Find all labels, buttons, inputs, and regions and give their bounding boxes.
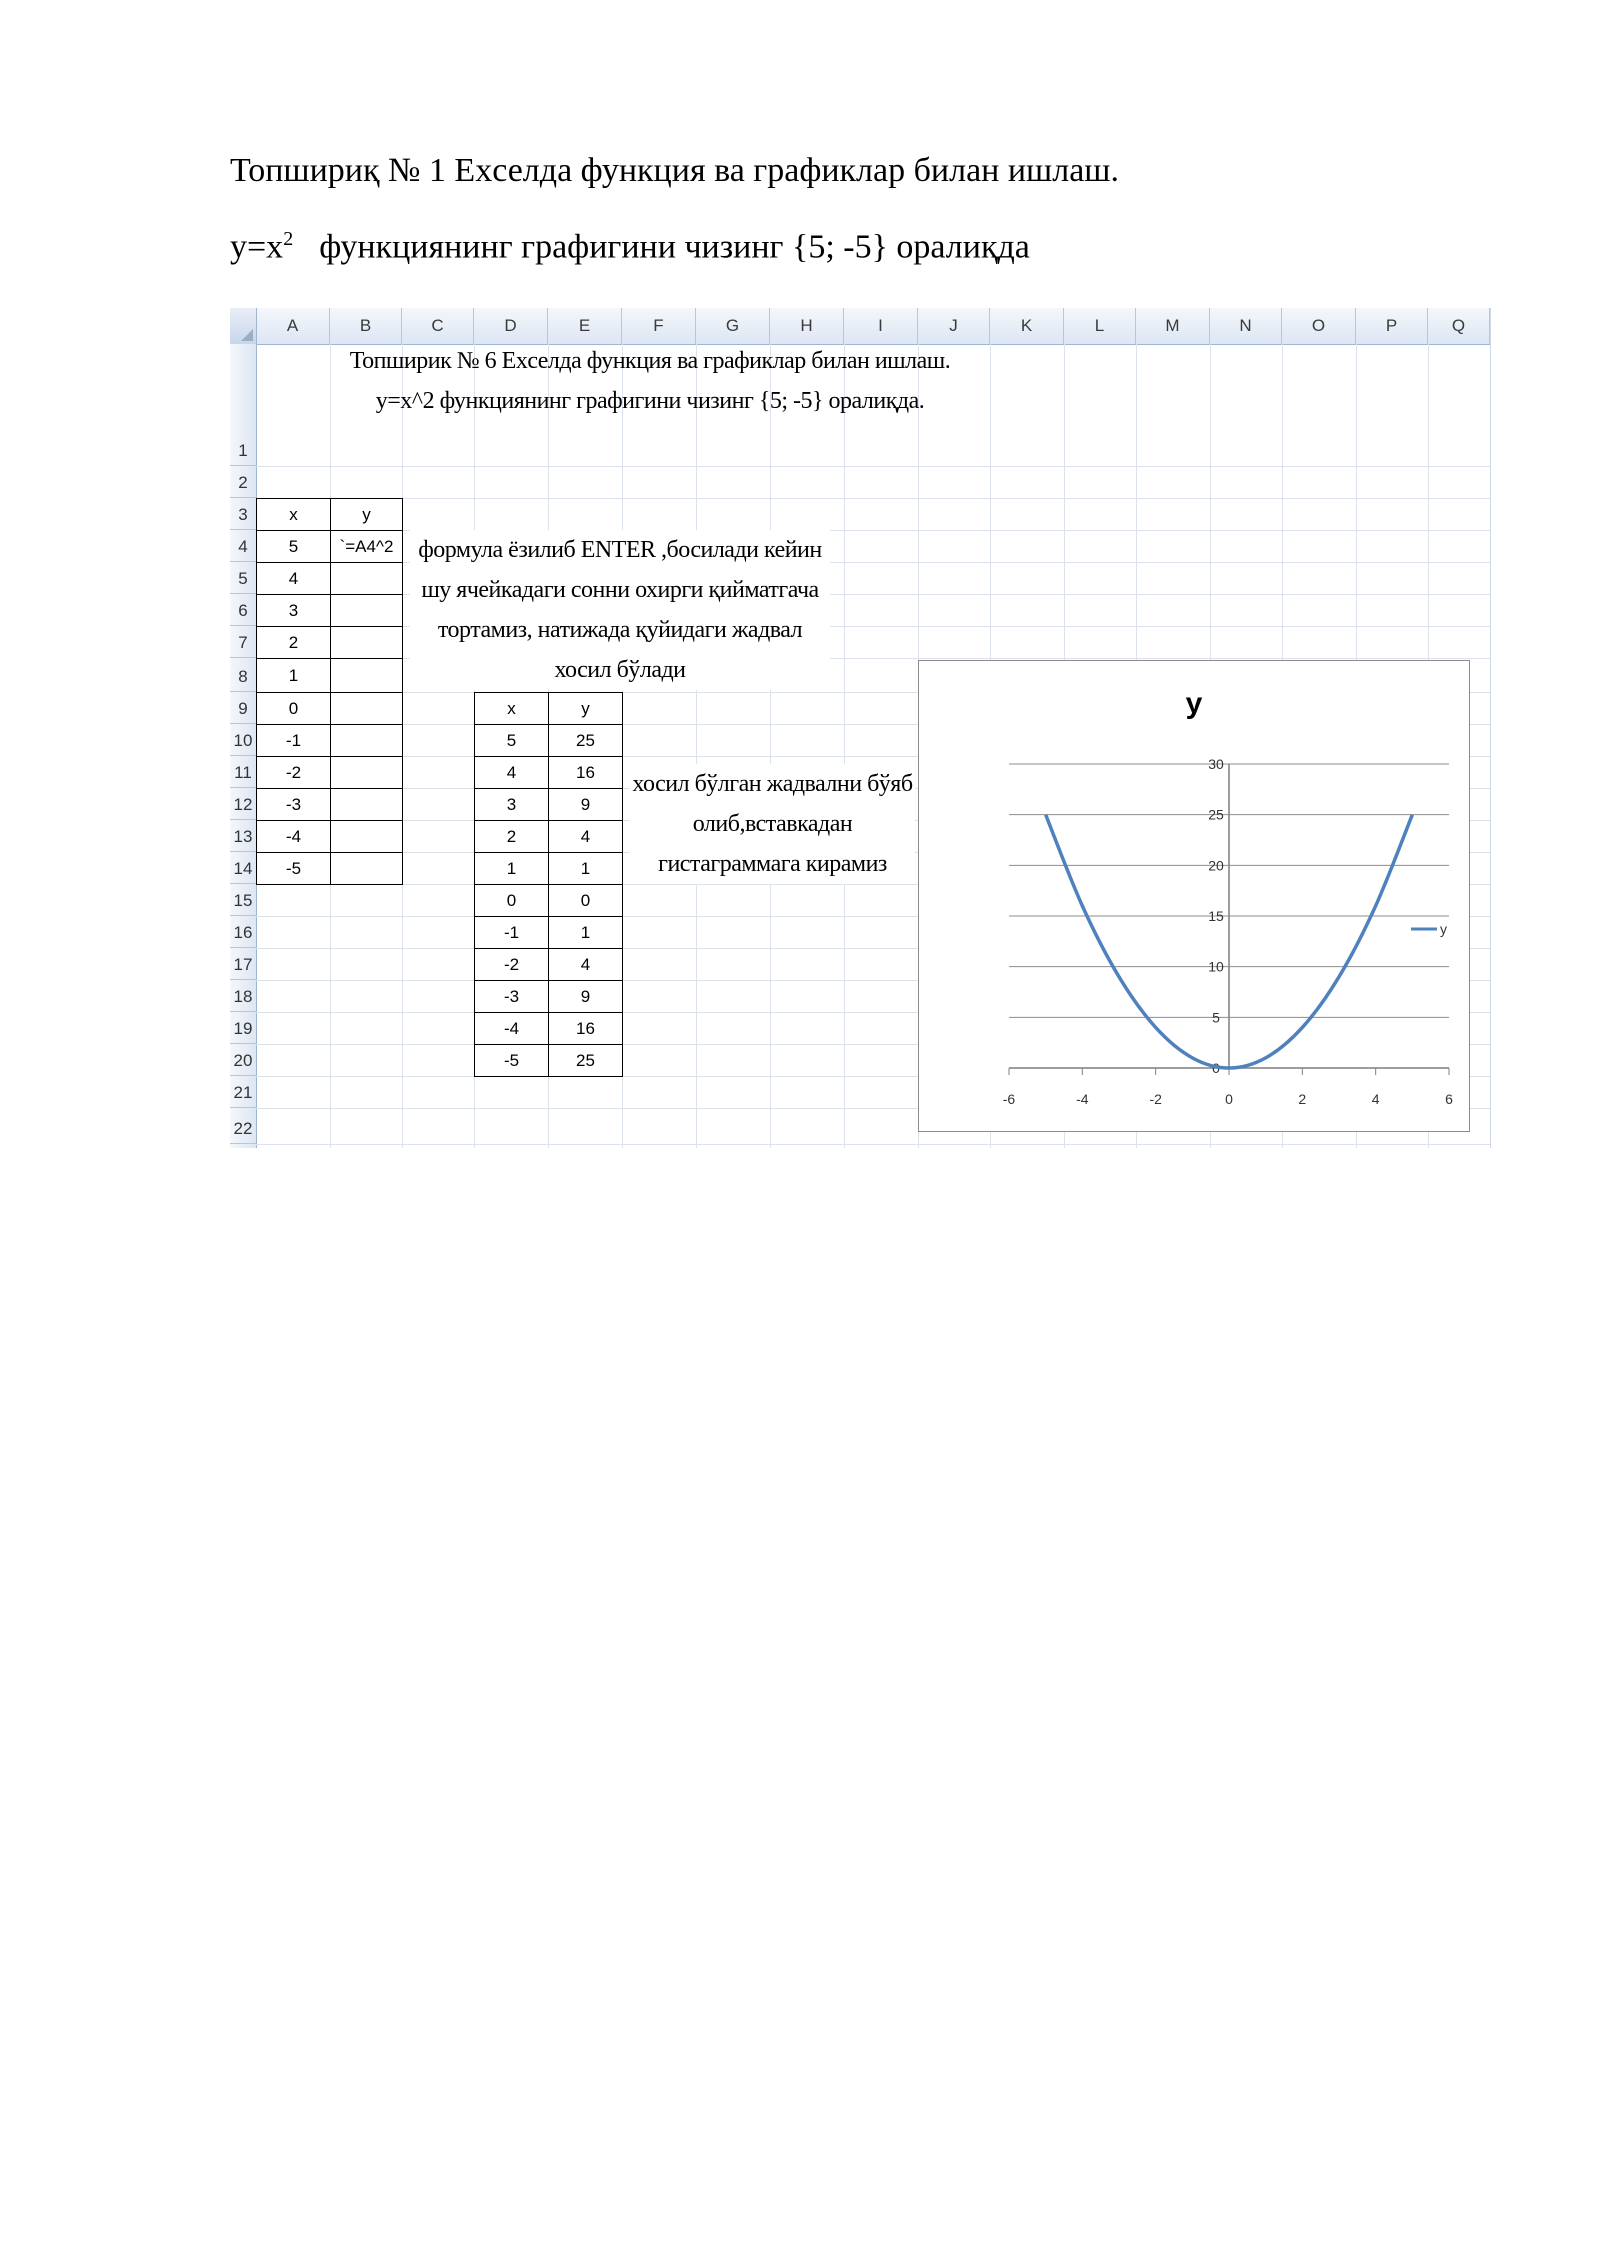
table1-cell-formula[interactable]: `=A4^2 xyxy=(330,530,403,563)
table1-header-y[interactable]: y xyxy=(330,498,403,531)
gridline-vertical xyxy=(696,344,697,1148)
chart-x-tick-label: -4 xyxy=(1076,1091,1089,1107)
chart-x-tick-label: 0 xyxy=(1225,1091,1233,1107)
table2-cell-y[interactable]: 25 xyxy=(548,1044,623,1077)
chart-legend-label: y xyxy=(1440,921,1447,937)
row-headers xyxy=(230,344,257,1148)
table1-cell-y[interactable] xyxy=(330,658,403,693)
table1-cell-y[interactable] xyxy=(330,788,403,821)
table1-cell-x[interactable]: -5 xyxy=(256,852,331,885)
gridline-horizontal xyxy=(256,1144,1490,1145)
chart-y-tick-label: 10 xyxy=(1208,958,1224,975)
row-header-10[interactable]: 10 xyxy=(230,724,256,756)
gridline-vertical xyxy=(770,344,771,1148)
row-header-6[interactable]: 6 xyxy=(230,594,256,626)
table2-cell-x[interactable]: 2 xyxy=(474,820,549,853)
column-header-q[interactable]: Q xyxy=(1428,308,1490,344)
column-header-p[interactable]: P xyxy=(1356,308,1428,344)
gridline-horizontal xyxy=(256,466,1490,467)
table2-cell-x[interactable]: -3 xyxy=(474,980,549,1013)
table1-cell-y[interactable] xyxy=(330,756,403,789)
row-header-8[interactable]: 8 xyxy=(230,658,256,692)
table2-cell-x[interactable]: 0 xyxy=(474,884,549,917)
table2-cell-x[interactable]: -2 xyxy=(474,948,549,981)
table1-cell-y[interactable] xyxy=(330,820,403,853)
row-header-17[interactable]: 17 xyxy=(230,948,256,980)
table1-cell-x[interactable]: 0 xyxy=(256,692,331,725)
table2-header-x[interactable]: x xyxy=(474,692,549,725)
column-header-k[interactable]: K xyxy=(990,308,1064,344)
table1-cell-x[interactable]: 5 xyxy=(256,530,331,563)
table2-cell-x[interactable]: 4 xyxy=(474,756,549,789)
row-header-20[interactable]: 20 xyxy=(230,1044,256,1076)
table2-cell-y[interactable]: 9 xyxy=(548,980,623,1013)
chart-y-tick-label: 15 xyxy=(1208,908,1224,924)
table1-cell-y[interactable] xyxy=(330,626,403,659)
chart-x-tick-label: 2 xyxy=(1298,1091,1307,1107)
column-header-a[interactable]: A xyxy=(256,308,330,344)
column-header-n[interactable]: N xyxy=(1210,308,1282,344)
formula-exponent: 2 xyxy=(283,228,294,250)
chart-title: y xyxy=(1185,687,1203,720)
table1-cell-x[interactable]: 4 xyxy=(256,562,331,595)
table1-cell-x[interactable]: 1 xyxy=(256,658,331,693)
formula-text: y=x xyxy=(230,228,284,266)
table2-cell-x[interactable]: 5 xyxy=(474,724,549,757)
row-header-2[interactable]: 2 xyxy=(230,466,256,498)
row-header-15[interactable]: 15 xyxy=(230,884,256,916)
column-header-f[interactable]: F xyxy=(622,308,696,344)
table1-cell-x[interactable]: -4 xyxy=(256,820,331,853)
row-header-1[interactable]: 1 xyxy=(230,344,256,466)
row-header-11[interactable]: 11 xyxy=(230,756,256,788)
row-header-16[interactable]: 16 xyxy=(230,916,256,948)
table2-cell-y[interactable]: 16 xyxy=(548,756,623,789)
chart-x-tick-label: 6 xyxy=(1445,1091,1453,1107)
table2-cell-y[interactable]: 1 xyxy=(548,916,623,949)
table2-cell-x[interactable]: 3 xyxy=(474,788,549,821)
column-header-g[interactable]: G xyxy=(696,308,770,344)
column-header-i[interactable]: I xyxy=(844,308,918,344)
column-header-c[interactable]: C xyxy=(402,308,474,344)
select-all-corner[interactable] xyxy=(230,308,257,344)
instruction-note-chart: хосил бўлган жадвални бўяб олиб,вставкадан гистаграммага кирамиз xyxy=(630,764,915,884)
table1-cell-x[interactable]: 3 xyxy=(256,594,331,627)
column-header-b[interactable]: B xyxy=(330,308,402,344)
instruction-note-formula: формула ёзилиб ENTER ,босилади кейин шу ячейкадаги сонни охирги қийматгача тортамиз, натижада қуйидаги жадвал хосил бўлади xyxy=(410,530,830,690)
table1-cell-x[interactable]: -2 xyxy=(256,756,331,789)
table2-cell-y[interactable]: 25 xyxy=(548,724,623,757)
row-header-12[interactable]: 12 xyxy=(230,788,256,820)
gridline-horizontal xyxy=(256,498,1490,499)
row-header-13[interactable]: 13 xyxy=(230,820,256,852)
table1-cell-x[interactable]: 2 xyxy=(256,626,331,659)
chart-y-tick-label: 20 xyxy=(1208,857,1224,874)
table2-header-y[interactable]: y xyxy=(548,692,623,725)
document-heading-text: Топшириқ № 1 Exселда функция ва графиклар билан ишлаш. xyxy=(230,152,1119,189)
column-header-l[interactable]: L xyxy=(1064,308,1136,344)
row-header-3[interactable]: 3 xyxy=(230,498,256,530)
chart-x-tick-label: -2 xyxy=(1149,1091,1162,1107)
document-heading xyxy=(230,152,1119,190)
table2-cell-y[interactable]: 1 xyxy=(548,852,623,885)
table1-cell-x[interactable]: -3 xyxy=(256,788,331,821)
table2-cell-y[interactable]: 9 xyxy=(548,788,623,821)
sheet-title-line2: у=х^2 функциянинг графигини чизинг {5; -5} оралиқда. xyxy=(375,388,925,414)
column-header-j[interactable]: J xyxy=(918,308,990,344)
table1-cell-y[interactable] xyxy=(330,852,403,885)
table1-header-x[interactable]: x xyxy=(256,498,331,531)
row-header-9[interactable]: 9 xyxy=(230,692,256,724)
table1-cell-y[interactable] xyxy=(330,692,403,725)
parabola-chart[interactable] xyxy=(918,660,1470,1132)
column-header-o[interactable]: O xyxy=(1282,308,1356,344)
table2-cell-x[interactable]: -1 xyxy=(474,916,549,949)
gridline-vertical xyxy=(844,344,845,1148)
table1-cell-y[interactable] xyxy=(330,594,403,627)
column-header-m[interactable]: M xyxy=(1136,308,1210,344)
chart-x-tick-label: -6 xyxy=(1002,1091,1016,1107)
row-header-22[interactable]: 22 xyxy=(230,1108,256,1144)
table1-cell-y[interactable] xyxy=(330,562,403,595)
spreadsheet-screenshot xyxy=(230,308,1491,1148)
table2-cell-y[interactable]: 16 xyxy=(548,1012,623,1045)
row-header-7[interactable]: 7 xyxy=(230,626,256,658)
table2-cell-x[interactable]: -4 xyxy=(474,1012,549,1045)
table2-cell-x[interactable]: 1 xyxy=(474,852,549,885)
sheet-title-line1: Топширик № 6 Exселда функция ва графиклар билан ишлаш. xyxy=(349,348,951,374)
row-header-21[interactable]: 21 xyxy=(230,1076,256,1108)
table1-cell-y[interactable] xyxy=(330,724,403,757)
document-task xyxy=(230,228,1030,266)
row-header-5[interactable]: 5 xyxy=(230,562,256,594)
row-header-4[interactable]: 4 xyxy=(230,530,256,562)
row-header-18[interactable]: 18 xyxy=(230,980,256,1012)
table2-cell-y[interactable]: 4 xyxy=(548,948,623,981)
chart-y-tick-label: 25 xyxy=(1208,806,1224,823)
chart-y-tick-label: 5 xyxy=(1212,1009,1220,1026)
chart-y-tick-label: 30 xyxy=(1208,756,1224,772)
row-header-19[interactable]: 19 xyxy=(230,1012,256,1044)
table2-cell-y[interactable]: 0 xyxy=(548,884,623,917)
table1-cell-x[interactable]: -1 xyxy=(256,724,331,757)
column-headers xyxy=(230,308,1490,345)
table2-cell-x[interactable]: -5 xyxy=(474,1044,549,1077)
chart-x-tick-label: 4 xyxy=(1371,1091,1380,1107)
chart-canvas xyxy=(919,661,1469,1131)
column-header-e[interactable]: E xyxy=(548,308,622,344)
column-header-d[interactable]: D xyxy=(474,308,548,344)
chart-y-tick-label: 0 xyxy=(1212,1060,1220,1076)
row-header-14[interactable]: 14 xyxy=(230,852,256,884)
task-text: функциянинг графигини чизинг {5; -5} оралиқда xyxy=(319,228,1030,266)
table2-cell-y[interactable]: 4 xyxy=(548,820,623,853)
column-header-h[interactable]: H xyxy=(770,308,844,344)
